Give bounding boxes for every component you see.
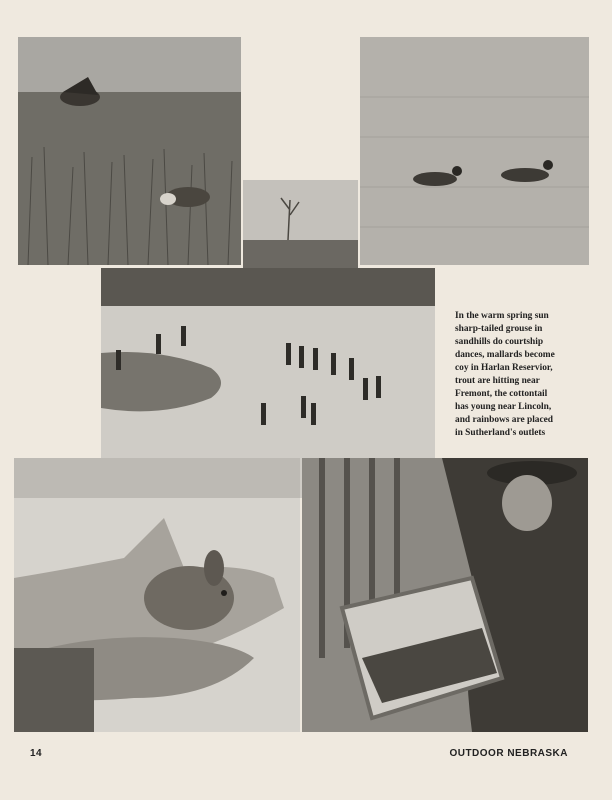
ranger-photo <box>302 458 588 732</box>
caption-line: in Sutherland's outlets <box>455 428 546 438</box>
caption-line: trout are hitting near <box>455 376 540 386</box>
caption-line: In the warm spring sun <box>455 311 549 321</box>
caption-line: Fremont, the cottontail <box>455 389 548 399</box>
article-caption <box>455 310 573 440</box>
caption-line: has young near Lincoln, <box>455 402 552 412</box>
caption-line: coy in Harlan Reservior, <box>455 363 553 373</box>
mallards-photo <box>360 37 589 265</box>
page-number: 14 <box>30 748 43 759</box>
magazine-name: OUTDOOR NEBRASKA <box>449 748 568 759</box>
caption-line: sharp-tailed grouse in <box>455 324 543 334</box>
caption-line: dances, mallards become <box>455 350 555 360</box>
cottontail-photo <box>14 458 300 732</box>
caption-line: sandhills do courtship <box>455 337 544 347</box>
caption-line: and rainbows are placed <box>455 415 554 425</box>
grouse-photo <box>18 37 241 265</box>
shoreline-photo <box>243 180 358 270</box>
